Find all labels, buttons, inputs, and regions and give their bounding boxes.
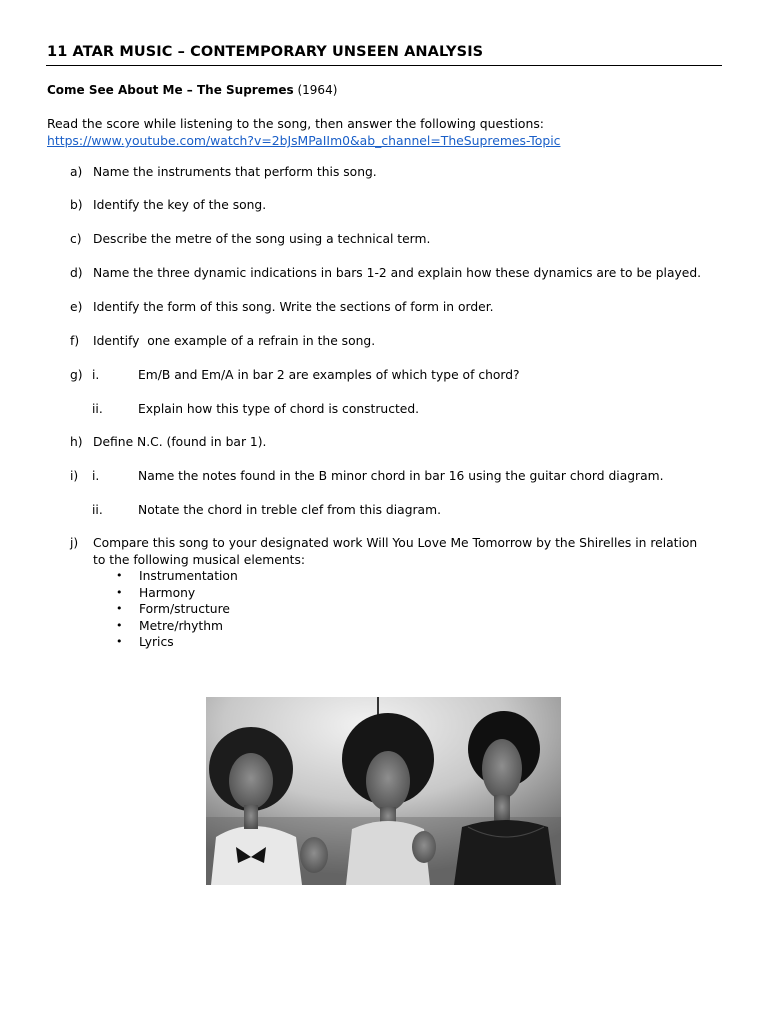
question-label: i): [70, 469, 79, 483]
question-label: d): [70, 266, 83, 280]
bullet-icon: •: [116, 635, 123, 648]
question-label: c): [70, 232, 82, 246]
question-label: j): [70, 536, 79, 550]
bullet-icon: •: [116, 618, 123, 632]
question-text: Identify one example of a refrain in the song.: [93, 334, 376, 348]
question-label: h): [70, 435, 83, 449]
page-title: 11 ATAR MUSIC – CONTEMPORARY UNSEEN ANALYSIS: [47, 44, 484, 60]
subquestion-text: Explain how this type of chord is constructed.: [138, 402, 420, 416]
question-label: g): [70, 368, 83, 382]
question-text: Define N.C. (found in bar 1).: [93, 435, 267, 449]
supremes-photo: [206, 697, 561, 885]
question-text: Identify the key of the song.: [93, 198, 267, 212]
subquestion-number: i.: [92, 469, 100, 483]
title-divider: [46, 65, 722, 66]
subquestion-text: Em/B and Em/A in bar 2 are examples of which type of chord?: [138, 368, 520, 382]
question-text: Name the instruments that perform this song.: [93, 165, 377, 179]
song-title: Come See About Me – The Supremes: [47, 83, 294, 97]
question-text: Name the three dynamic indications in bars 1-2 and explain how these dynamics are to be played.: [93, 266, 702, 280]
bullet-icon: •: [116, 569, 123, 582]
subquestion-number: ii.: [92, 402, 103, 416]
song-year: (1964): [297, 83, 338, 97]
question-label: a): [70, 165, 83, 179]
subquestion-number: ii.: [92, 503, 103, 517]
instruction-text: Read the score while listening to the song, then answer the following questions:: [47, 116, 544, 131]
song-heading: [47, 83, 337, 97]
subquestion-text: Notate the chord in treble clef from this diagram.: [138, 503, 441, 517]
question-label: b): [70, 198, 83, 212]
question-label: e): [70, 300, 83, 314]
youtube-link[interactable]: https://www.youtube.com/watch?v=2bJsMPaIIm0&ab_channel=TheSupremes-Topic: [47, 133, 561, 148]
list-item: • Lyrics: [116, 635, 174, 649]
list-item: • Instrumentation: [116, 569, 238, 583]
instructions: [47, 115, 560, 149]
list-item: • Form/structure: [116, 602, 230, 616]
question-text: Identify the form of this song. Write the sections of form in order.: [93, 300, 494, 314]
subquestion-number: i.: [92, 368, 100, 382]
subquestion-text: Name the notes found in the B minor chord in bar 16 using the guitar chord diagram.: [138, 469, 664, 483]
bullet-icon: •: [116, 602, 123, 615]
elements-list: [116, 568, 238, 651]
question-text: Describe the metre of the song using a technical term.: [93, 232, 431, 246]
list-item: • Harmony: [116, 585, 196, 600]
question-text: Compare this song to your designated work Will You Love Me Tomorrow by the Shirelles in relation to the following musical elements:: [93, 536, 698, 567]
list-item: • Metre/rhythm: [116, 618, 223, 633]
bullet-icon: •: [116, 585, 123, 599]
question-label: f): [70, 334, 80, 348]
